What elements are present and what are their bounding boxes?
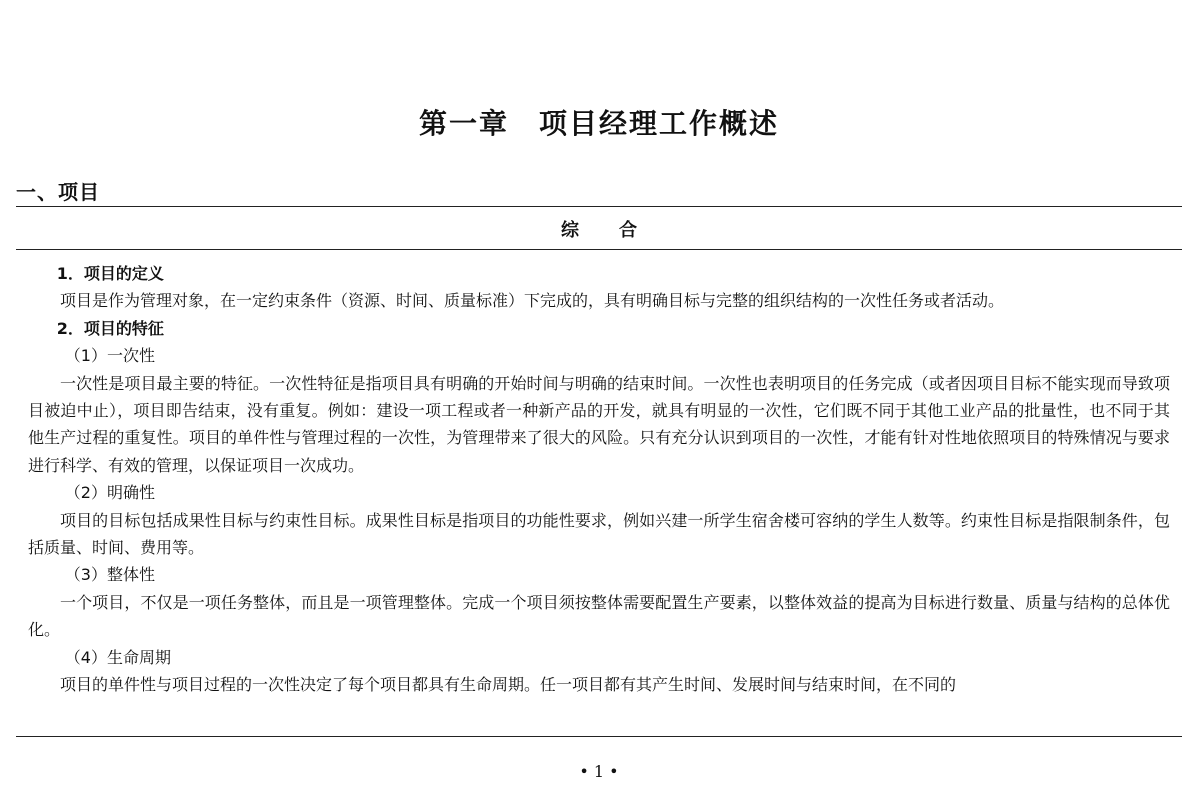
item-heading-clarity: （2）明确性 [64, 483, 155, 503]
paragraph-one-time: 一次性是项目最主要的特征。一次性特征是指项目具有明确的开始时间与明确的结束时间。一次性也表明项目的任务完成（或者因项目目标不能实现而导致项目被迫中止），项目即告结束，没有重复。例如：建设一项工程或者一种新产品的开发，就具有明显的一次性，它们既不同于其他工业产品的批量性，也不同于其他生产过程的重复性。项目的单件性与管理过程的一次性，为管理带来了很大的风险。只有充分认识到项目的一次性，才能有针对性地依照项目的特殊情况与要求进行科学、有效的管理，以保证项目一次成功。 [28, 373, 1170, 475]
subheading-features: 2．项目的特征 [56, 318, 164, 338]
paragraph-clarity: 项目的目标包括成果性目标与约束性目标。成果性目标是指项目的功能性要求，例如兴建一所学生宿舍楼可容纳的学生人数等。约束性目标是指限制条件，包括质量、时间、费用等。 [28, 510, 1170, 558]
paragraph-definition: 项目是作为管理对象，在一定约束条件（资源、时间、质量标准）下完成的，具有明确目标与完整的组织结构的一次性任务或者活动。 [60, 291, 1005, 311]
band-rule [16, 249, 1182, 250]
subheading-definition: 1．项目的定义 [56, 264, 164, 283]
item-heading-one-time: （1）一次性 [64, 346, 155, 366]
top-rule [16, 206, 1182, 207]
chapter-title: 第一章 项目经理工作概述 [418, 107, 779, 140]
bottom-rule [16, 736, 1182, 737]
paragraph-lifecycle: 项目的单件性与项目过程的一次性决定了每个项目都具有生命周期。任一项目都有其产生时间、发展时间与结束时间，在不同的 [60, 675, 957, 695]
section-heading: 一、项目 [16, 180, 100, 204]
band-label: 综合 [561, 220, 677, 241]
item-heading-integrity: （3）整体性 [64, 565, 155, 585]
page-number: • 1 • [579, 762, 619, 781]
body-content [28, 260, 1170, 699]
item-heading-lifecycle: （4）生命周期 [64, 647, 171, 667]
paragraph-integrity: 一个项目，不仅是一项任务整体，而且是一项管理整体。完成一个项目须按整体需要配置生产要素，以整体效益的提高为目标进行数量、质量与结构的总体优化。 [28, 592, 1170, 640]
